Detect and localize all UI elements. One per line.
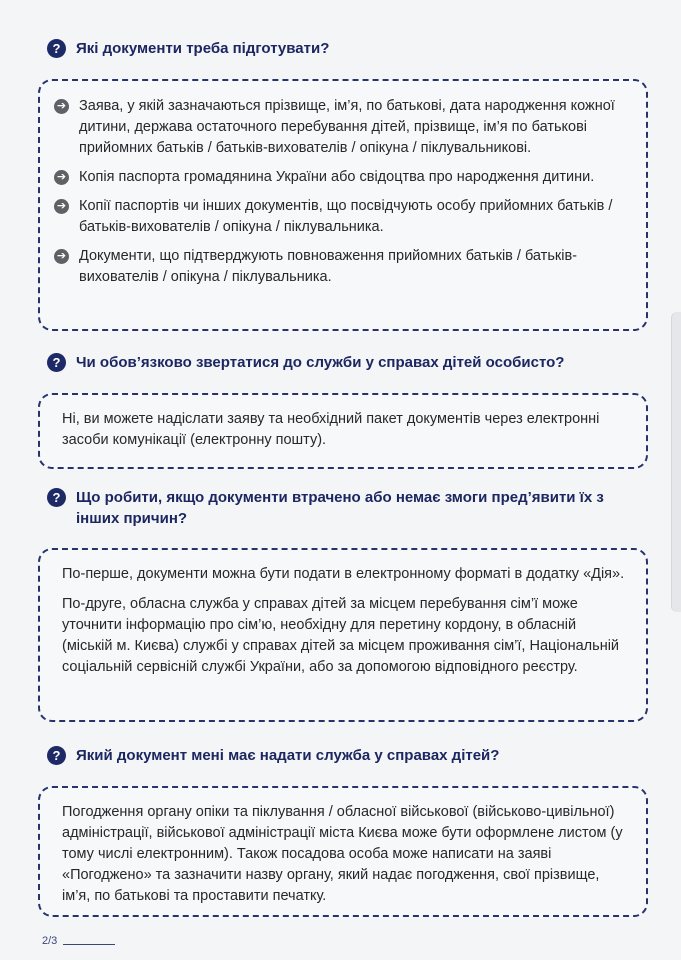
- list-item: [54, 167, 630, 188]
- list-item-text: Копії паспортів чи інших документів, що посвідчують особу прийомних батьків / батьків-вихователів / опікуна / піклувальника.: [79, 198, 613, 235]
- question-heading: [47, 745, 499, 766]
- question-text: Що робити, якщо документи втрачено або немає змоги пред’явити їх з інших причин?: [76, 489, 604, 527]
- list-item-text: Копія паспорта громадянина України або свідоцтва про народження дитини.: [79, 169, 595, 185]
- arrow-right-icon: ➔: [54, 249, 69, 264]
- answer-paragraph: По-перше, документи можна бути подати в електронному форматі в додатку «Дія».: [62, 566, 625, 582]
- list-item: [54, 246, 630, 288]
- question-text: Який документ мені має надати служба у справах дітей?: [76, 747, 500, 764]
- arrow-right-icon: ➔: [54, 170, 69, 185]
- answer-paragraph: По-друге, обласна служба у справах дітей за місцем перебування сім’ї може уточнити інформацію про сім’ю, необхідну для перетину кордону, в обласній (міській м. Києва) службі у справах дітей за місцем проживання сім’ї, Національній соціальній сервісній службі України, або за допомогою відповідного реєстру.: [62, 596, 620, 675]
- list-item: [54, 96, 630, 159]
- page-footer: [42, 935, 115, 947]
- scrollbar[interactable]: [671, 312, 681, 612]
- footer-rule: [63, 944, 115, 945]
- answer-paragraph: Погодження органу опіки та піклування / обласної військової (військово-цивільної) адміністрації, військової адміністрації міста Києва може бути оформлене листом (у тому числі електронним). Також посадова особа може написати на заяві «Погоджено» та зазначити назву органу, який надає погодження, свої прізвище, ім’я, по батькові та проставити печатку.: [62, 804, 623, 904]
- list-item-text: Заява, у якій зазначаються прізвище, ім’я, по батькові, дата народження кожної дитини, держава остаточного перебування дітей, прізвище, ім’я по батькові прийомних батьків / батьків-вихователів / опікуна / піклувальникові.: [79, 98, 615, 156]
- question-icon: ?: [47, 353, 66, 372]
- question-heading: [47, 38, 329, 59]
- list-item: [54, 196, 630, 238]
- question-icon: ?: [47, 39, 66, 58]
- list-item-text: Документи, що підтверджують повноваження прийомних батьків / батьків-вихователів / опікуна / піклувальника.: [79, 248, 577, 285]
- question-text: Які документи треба підготувати?: [76, 40, 330, 57]
- question-text: Чи обов’язково звертатися до служби у справах дітей особисто?: [76, 354, 565, 371]
- question-heading: [47, 487, 637, 529]
- answer-box: [38, 393, 648, 469]
- question-icon: ?: [47, 746, 66, 765]
- page-number: 2/3: [42, 935, 58, 947]
- answer-box: [38, 548, 648, 722]
- question-icon: ?: [47, 488, 66, 507]
- arrow-right-icon: ➔: [54, 199, 69, 214]
- arrow-right-icon: ➔: [54, 99, 69, 114]
- question-heading: [47, 352, 564, 373]
- answer-box: [38, 79, 648, 331]
- answer-paragraph: Ні, ви можете надіслати заяву та необхідний пакет документів через електронні засоби комунікації (електронну пошту).: [62, 411, 600, 448]
- answer-box: [38, 786, 648, 917]
